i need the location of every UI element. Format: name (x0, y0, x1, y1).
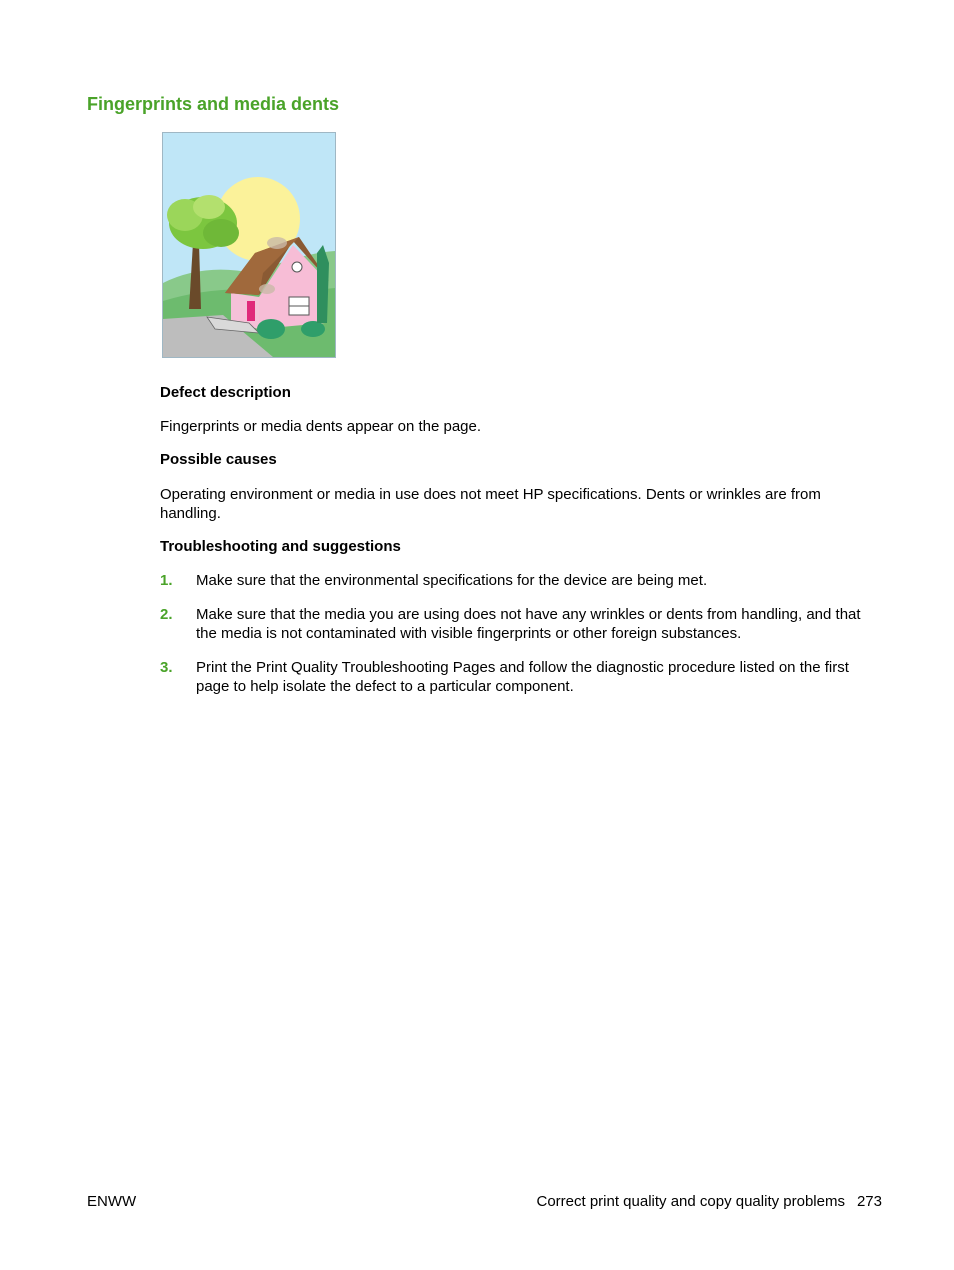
page-number: 273 (856, 1193, 882, 1210)
footer-left-label: ENWW (87, 1193, 137, 1210)
defect-description-heading: Defect description (160, 384, 291, 401)
step-number: 2. (160, 606, 173, 623)
step-text: Make sure that the environmental specifications for the device are being met. (196, 572, 708, 589)
step-number: 3. (160, 659, 173, 676)
possible-causes-heading: Possible causes (160, 451, 277, 468)
step-text: Print the Print Quality Troubleshooting Pages and follow the diagnostic procedure listed on the first page to help isolate the defect to a particular component. (196, 659, 849, 695)
footer-chapter-title: Correct print quality and copy quality problems (536, 1193, 845, 1210)
troubleshooting-heading: Troubleshooting and suggestions (160, 538, 401, 555)
footer-right (536, 1193, 882, 1210)
possible-causes-text: Operating environment or media in use does not meet HP specifications. Dents or wrinkles are from handling. (160, 486, 821, 522)
house-scene-illustration (162, 132, 336, 358)
step-text: Make sure that the media you are using does not have any wrinkles or dents from handling, and that the media is not contaminated with visible fingerprints or other foreign substances. (196, 606, 861, 642)
section-title: Fingerprints and media dents (87, 94, 340, 114)
step-number: 1. (160, 572, 173, 589)
defect-description-text: Fingerprints or media dents appear on the page. (160, 418, 482, 435)
